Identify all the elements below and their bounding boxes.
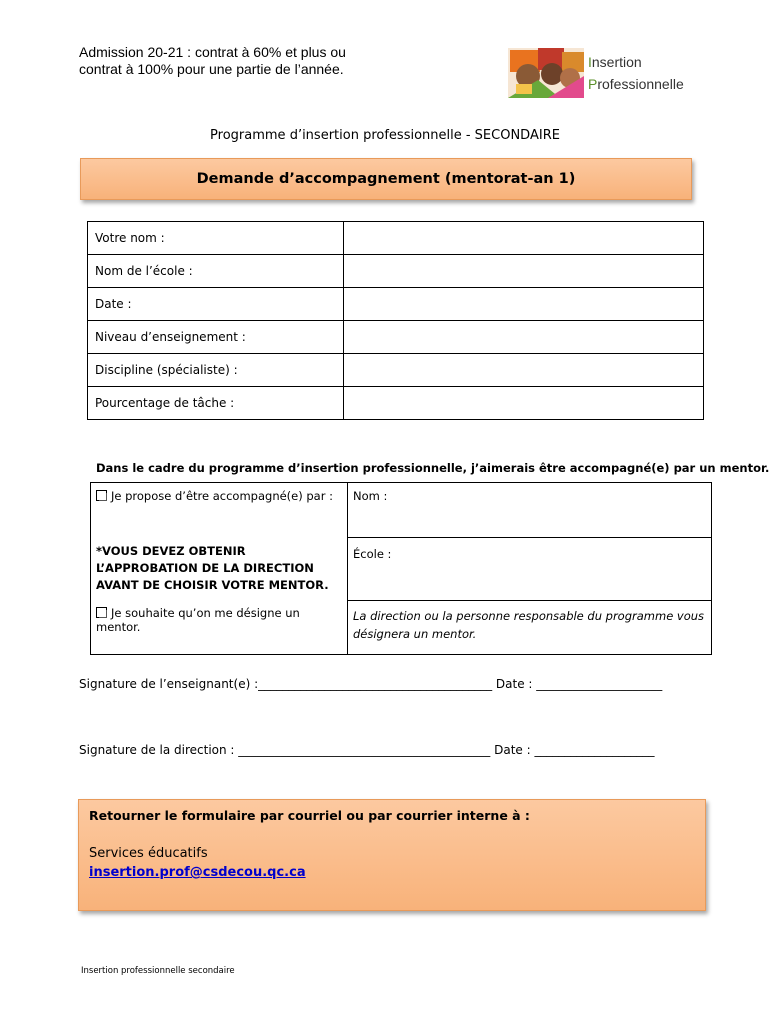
field-label-niveau: Niveau d’enseignement : (88, 321, 344, 354)
option-propose-cell (91, 483, 348, 538)
info-table (87, 221, 704, 420)
nom-mentor-field[interactable] (348, 483, 712, 538)
option-propose-label: Je propose d’être accompagné(e) par : (111, 489, 333, 503)
info-row-niveau (88, 321, 704, 354)
return-email-link[interactable]: insertion.prof@csdecou.qc.ca (89, 865, 306, 880)
option-designe-label: Je souhaite qu’on me désigne un mentor. (96, 606, 300, 634)
insertion-logo (508, 46, 698, 100)
mentor-intro: Dans le cadre du programme d’insertion professionnelle, j’aimerais être accompagné(e) par un mentor. (96, 461, 770, 475)
logo-text (588, 52, 684, 94)
info-row-date (88, 288, 704, 321)
program-subtitle: Programme d’insertion professionnelle - SECONDAIRE (210, 128, 560, 143)
choice-row-propose (91, 483, 712, 538)
field-label-nom: Votre nom : (88, 222, 344, 255)
direction-signature-line[interactable]: Signature de la direction : __________________________________________ Date : ____________________ (79, 743, 655, 757)
warning-cell (91, 537, 348, 600)
info-row-discipline (88, 354, 704, 387)
info-row-nom (88, 222, 704, 255)
logo-cap-p: P (588, 76, 598, 92)
ecole-mentor-field[interactable] (348, 537, 712, 600)
checkbox-icon[interactable] (96, 607, 107, 618)
mentor-choice-table (90, 482, 712, 655)
field-label-date: Date : (88, 288, 344, 321)
teacher-signature-line[interactable]: Signature de l’enseignant(e) :_______________________________________ Date : _____________________ (79, 677, 663, 691)
field-input-discipline[interactable] (344, 354, 704, 387)
logo-cap-i: I (588, 54, 592, 70)
info-row-ecole (88, 255, 704, 288)
logo-word-insertion: nsertion (591, 54, 642, 70)
page-title: Demande d’accompagnement (mentorat-an 1) (80, 158, 692, 200)
return-service: Services éducatifs (89, 846, 208, 861)
choice-row-ecole (91, 537, 712, 600)
field-input-nom[interactable] (344, 222, 704, 255)
field-input-ecole[interactable] (344, 255, 704, 288)
info-row-pourcentage (88, 387, 704, 420)
field-input-niveau[interactable] (344, 321, 704, 354)
admission-note (79, 44, 409, 78)
nom-mentor-label: Nom : (353, 489, 388, 503)
field-label-ecole: Nom de l’école : (88, 255, 344, 288)
admission-note-line1: Admission 20-21 : contrat à 60% et plus ou (79, 44, 346, 60)
return-instructions (78, 799, 706, 911)
designe-note: La direction ou la personne responsable du programme vous désignera un mentor. (353, 608, 705, 641)
field-label-discipline: Discipline (spécialiste) : (88, 354, 344, 387)
logo-word-professionnelle: rofessionnelle (597, 76, 684, 92)
ecole-mentor-label: École : (353, 546, 392, 561)
checkbox-icon[interactable] (96, 490, 107, 501)
logo-image (508, 46, 584, 98)
designe-note-cell (348, 600, 712, 655)
page-footer: Insertion professionnelle secondaire (81, 966, 235, 976)
field-input-date[interactable] (344, 288, 704, 321)
field-input-pourcentage[interactable] (344, 387, 704, 420)
approval-warning: *VOUS DEVEZ OBTENIR L’APPROBATION DE LA DIRECTION AVANT DE CHOISIR VOTRE MENTOR. (96, 544, 329, 592)
field-label-pourcentage: Pourcentage de tâche : (88, 387, 344, 420)
choice-row-designe (91, 600, 712, 655)
admission-note-line2: contrat à 100% pour une partie de l’année. (79, 61, 344, 77)
return-title: Retourner le formulaire par courriel ou par courrier interne à : (89, 808, 530, 823)
option-designe-cell (91, 600, 348, 655)
